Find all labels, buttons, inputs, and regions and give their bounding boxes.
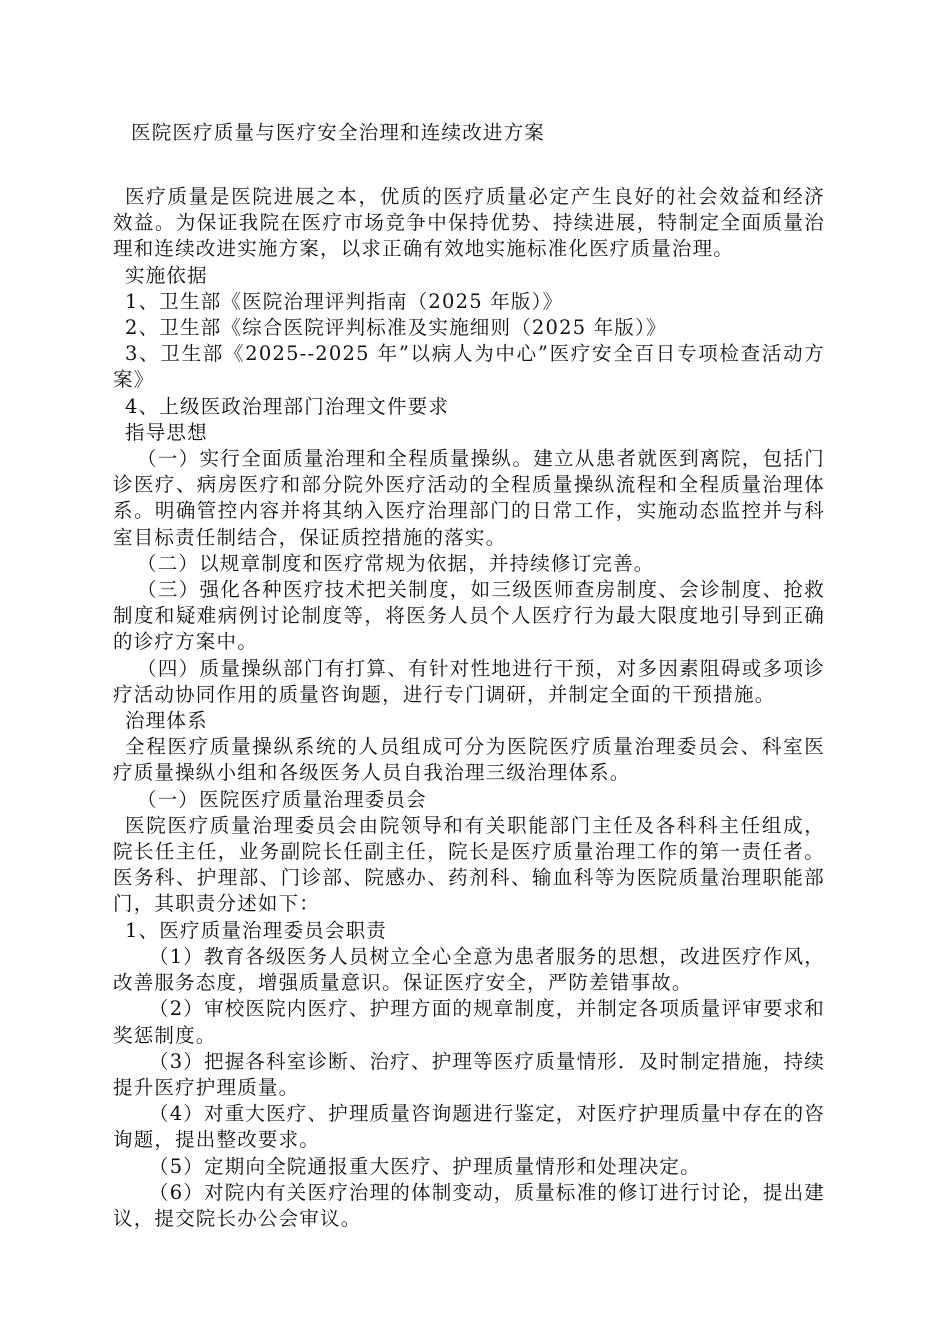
- guiding-item-3: （三）强化各种医疗技术把关制度，如三级医师查房制度、会诊制度、抢救制度和疑难病例讨论制度等，将医务人员个人医疗行为最大限度地引导到正确的诊疗方案中。: [113, 578, 825, 654]
- duty-item-1: （1）教育各级医务人员树立全心全意为患者服务的思想，改进医疗作风，改善服务态度，增强质量意识。保证医疗安全，严防差错事故。: [113, 944, 826, 995]
- guiding-item-4: （四）质量操纵部门有打算、有针对性地进行干预，对多因素阻碍或多项诊疗活动协同作用的质量咨询题，进行专门调研，并制定全面的干预措施。: [113, 656, 825, 706]
- section-heading-basis: 实施依据: [125, 263, 208, 287]
- intro-paragraph: 医疗质量是医院进展之本，优质的医疗质量必定产生良好的社会效益和经济效益。为保证我院在医疗市场竞争中保持优势、持续进展，特制定全面质量治理和连续改进实施方案，以求正确有效地实施标准化医疗质量治理。: [113, 185, 825, 261]
- duty-item-3: （3）把握各科室诊断、治疗、护理等医疗质量情形．及时制定措施，持续提升医疗护理质量。: [113, 1049, 826, 1099]
- guiding-item-1: （一）实行全面质量治理和全程质量操纵。建立从患者就医到离院，包括门诊医疗、病房医疗和部分院外医疗活动的全程质量操纵流程和全程质量治理体系。明确管控内容并将其纳入医疗治理部门的日常工作，实施动态监控并与科室目标责任制结合，保证质控措施的落实。: [113, 447, 825, 549]
- basis-item-4: 4、上级医政治理部门治理文件要求: [125, 394, 450, 418]
- guiding-item-2: （二）以规章制度和医疗常规为依据，并持续修订完善。: [137, 551, 655, 575]
- basis-item-2: 2、卫生部《综合医院评判标准及实施细则（2025 年版）》: [125, 316, 667, 340]
- basis-item-1: 1、卫生部《医院治理评判指南（2025 年版）》: [125, 289, 564, 313]
- duty-item-6: （6）对院内有关医疗治理的体制变动，质量标准的修订进行讨论，提出建议，提交院长办公会审议。: [113, 1180, 826, 1230]
- duty-item-2: （2）审校医院内医疗、护理方面的规章制度，并制定各项质量评审要求和奖惩制度。: [113, 997, 826, 1047]
- section-heading-guiding-ideas: 指导思想: [125, 420, 208, 444]
- section-heading-management-system: 治理体系: [125, 709, 208, 733]
- committee-paragraph: 医院医疗质量治理委员会由院领导和有关职能部门主任及各科科主任组成，院长任主任，业务副院长任副主任，院长是医疗质量治理工作的第一责任者。医务科、护理部、门诊部、院感办、药剂科、输血科等为医院质量治理职能部门，其职责分述如下：: [113, 813, 825, 916]
- basis-item-3: 3、卫生部《2025--2025 年”以病人为中心”医疗安全百日专项检查活动方案》: [113, 342, 825, 392]
- management-system-paragraph: 全程医疗质量操纵系统的人员组成可分为医院医疗质量治理委员会、科室医疗质量操纵小组和各级医务人员自我治理三级治理体系。: [113, 735, 825, 785]
- duty-item-4: （4）对重大医疗、护理质量咨询题进行鉴定，对医疗护理质量中存在的咨询题，提出整改要求。: [113, 1102, 826, 1152]
- duty-item-5: （5）定期向全院通报重大医疗、护理质量情形和处理决定。: [149, 1154, 701, 1178]
- subsection-heading-committee: （一）医院医疗质量治理委员会: [137, 787, 427, 811]
- document-body: [113, 120, 825, 1232]
- committee-duties-heading: 1、医疗质量治理委员会职责: [125, 918, 388, 942]
- document-title: 医院医疗质量与医疗安全治理和连续改进方案: [131, 121, 546, 144]
